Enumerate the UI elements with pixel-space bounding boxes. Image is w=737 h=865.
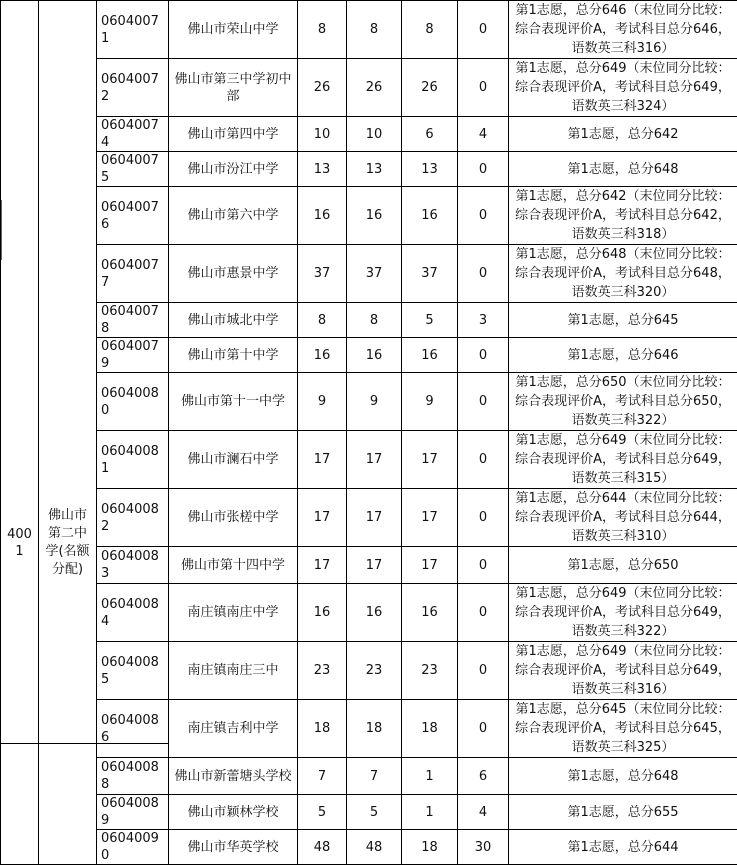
admitted-count-cell: 17: [402, 431, 458, 489]
quota-count-cell: 26: [347, 59, 402, 117]
quota-count-cell: 10: [347, 117, 402, 152]
plan-count-cell: 17: [298, 547, 347, 584]
admission-note-cell: 第1志愿，总分649（末位同分比较：综合表现评价A，考试科目总分649，语数英三科324）: [509, 59, 737, 117]
admission-note-cell: 第1志愿，总分648（末位同分比较：综合表现评价A，考试科目总分648，语数英三科320）: [509, 245, 737, 303]
admitted-count-cell: 17: [402, 489, 458, 547]
admitted-count-cell: 23: [402, 642, 458, 700]
remaining-count-cell: 0: [458, 547, 509, 584]
school-name-cell: 佛山市第十四中学: [169, 547, 298, 584]
table-row: [1, 187, 737, 245]
school-code-cell: 06040079: [97, 338, 169, 373]
remaining-count-cell: 0: [458, 431, 509, 489]
remaining-count-cell: 0: [458, 373, 509, 431]
quota-count-cell: 16: [347, 584, 402, 642]
quota-count-cell: 18: [347, 700, 402, 758]
admission-note-cell: 第1志愿，总分644: [509, 830, 737, 865]
remaining-count-cell: 4: [458, 795, 509, 830]
school-name-cell: 佛山市第三中学初中部: [169, 59, 298, 117]
school-code-cell: 06040084: [97, 584, 169, 642]
school-name-cell: 佛山市城北中学: [169, 303, 298, 338]
plan-count-cell: 16: [298, 187, 347, 245]
plan-count-cell: 23: [298, 642, 347, 700]
school-name-cell: 佛山市荣山中学: [169, 1, 298, 59]
school-name-cell: 佛山市华英学校: [169, 830, 298, 865]
quota-count-cell: 16: [347, 338, 402, 373]
admitted-count-cell: 26: [402, 59, 458, 117]
plan-count-cell: 26: [298, 59, 347, 117]
admitted-count-cell: 16: [402, 584, 458, 642]
table-row: [1, 245, 737, 303]
school-name-cell: 佛山市澜石中学: [169, 431, 298, 489]
admission-note-cell: 第1志愿，总分642（末位同分比较：综合表现评价A，考试科目总分642，语数英三科318）: [509, 187, 737, 245]
table-row: [1, 303, 737, 338]
plan-count-cell: 17: [298, 489, 347, 547]
school-code-cell: 06040086: [97, 700, 169, 758]
school-code-cell: 06040074: [97, 117, 169, 152]
school-name-cell: 佛山市第六中学: [169, 187, 298, 245]
admitted-count-cell: 18: [402, 830, 458, 865]
admission-note-cell: 第1志愿，总分650: [509, 547, 737, 584]
school-name-cell: 佛山市张槎中学: [169, 489, 298, 547]
quota-count-cell: 13: [347, 152, 402, 187]
plan-count-cell: 5: [298, 795, 347, 830]
school-code-cell: 06040089: [97, 795, 169, 830]
plan-count-cell: 37: [298, 245, 347, 303]
table-row: [1, 1, 737, 59]
quota-count-cell: 9: [347, 373, 402, 431]
table-row: [1, 547, 737, 584]
admitted-count-cell: 17: [402, 547, 458, 584]
plan-count-cell: 7: [298, 758, 347, 795]
school-name-cell: 佛山市第四中学: [169, 117, 298, 152]
school-name-cell: 南庄镇南庄中学: [169, 584, 298, 642]
remaining-count-cell: 0: [458, 700, 509, 758]
quota-count-cell: 8: [347, 303, 402, 338]
quota-count-cell: 17: [347, 489, 402, 547]
quota-count-cell: 17: [347, 547, 402, 584]
admitted-count-cell: 18: [402, 700, 458, 758]
admission-note-cell: 第1志愿，总分645: [509, 303, 737, 338]
school-name-cell: 佛山市新蕾塘头学校: [169, 758, 298, 795]
admission-note-cell: 第1志愿，总分649（末位同分比较：综合表现评价A，考试科目总分649，语数英三科322）: [509, 584, 737, 642]
table-row: [1, 584, 737, 642]
admission-note-cell: 第1志愿，总分655: [509, 795, 737, 830]
table-row: [1, 117, 737, 152]
remaining-count-cell: 0: [458, 187, 509, 245]
school-code-cell: 06040082: [97, 489, 169, 547]
remaining-count-cell: 0: [458, 489, 509, 547]
remaining-count-cell: 0: [458, 152, 509, 187]
plan-count-cell: 9: [298, 373, 347, 431]
quota-count-cell: 5: [347, 795, 402, 830]
table-row: [1, 758, 737, 795]
school-code-cell: 06040077: [97, 245, 169, 303]
school-code-cell: 06040080: [97, 373, 169, 431]
school-name-cell: 佛山市颖林学校: [169, 795, 298, 830]
table-row: [1, 338, 737, 373]
remaining-count-cell: 0: [458, 245, 509, 303]
school-name-cell: 佛山市第十中学: [169, 338, 298, 373]
remaining-count-cell: 3: [458, 303, 509, 338]
plan-count-cell: 17: [298, 431, 347, 489]
table-row: [1, 373, 737, 431]
group-name-cell: 佛山市第二中学(名额分配): [39, 1, 97, 865]
plan-count-cell: 16: [298, 338, 347, 373]
admission-note-cell: 第1志愿，总分648: [509, 152, 737, 187]
admitted-count-cell: 37: [402, 245, 458, 303]
school-name-cell: 佛山市惠景中学: [169, 245, 298, 303]
school-name-cell: 佛山市汾江中学: [169, 152, 298, 187]
admitted-count-cell: 5: [402, 303, 458, 338]
plan-count-cell: 13: [298, 152, 347, 187]
next-row-cutoff: [0, 743, 737, 748]
admitted-count-cell: 9: [402, 373, 458, 431]
table-row: [1, 152, 737, 187]
table-row: [1, 700, 737, 758]
school-code-cell: 06040078: [97, 303, 169, 338]
school-code-cell: 06040085: [97, 642, 169, 700]
remaining-count-cell: 0: [458, 642, 509, 700]
table-row: [1, 830, 737, 865]
plan-count-cell: 16: [298, 584, 347, 642]
table-body: [1, 1, 737, 865]
plan-count-cell: 18: [298, 700, 347, 758]
school-code-cell: 06040071: [97, 1, 169, 59]
admission-note-cell: 第1志愿，总分645（末位同分比较：综合表现评价A，考试科目总分645，语数英三科325）: [509, 700, 737, 758]
remaining-count-cell: 0: [458, 584, 509, 642]
table-row: [1, 59, 737, 117]
admitted-count-cell: 8: [402, 1, 458, 59]
plan-count-cell: 8: [298, 1, 347, 59]
admitted-count-cell: 6: [402, 117, 458, 152]
table-row: [1, 431, 737, 489]
table-row: [1, 489, 737, 547]
quota-count-cell: 7: [347, 758, 402, 795]
school-code-cell: 06040090: [97, 830, 169, 865]
school-code-cell: 06040072: [97, 59, 169, 117]
admission-note-cell: 第1志愿，总分648: [509, 758, 737, 795]
admitted-count-cell: 16: [402, 338, 458, 373]
admission-note-cell: 第1志愿，总分642: [509, 117, 737, 152]
quota-count-cell: 48: [347, 830, 402, 865]
quota-count-cell: 8: [347, 1, 402, 59]
quota-count-cell: 37: [347, 245, 402, 303]
quota-count-cell: 23: [347, 642, 402, 700]
admitted-count-cell: 13: [402, 152, 458, 187]
school-name-cell: 南庄镇南庄三中: [169, 642, 298, 700]
group-code-cell: 4001: [1, 1, 39, 865]
plan-count-cell: 8: [298, 303, 347, 338]
admission-note-cell: 第1志愿，总分646: [509, 338, 737, 373]
quota-count-cell: 17: [347, 431, 402, 489]
school-code-cell: 06040083: [97, 547, 169, 584]
admitted-count-cell: 16: [402, 187, 458, 245]
school-name-cell: 南庄镇吉利中学: [169, 700, 298, 758]
table-row: [1, 795, 737, 830]
school-code-cell: 06040076: [97, 187, 169, 245]
admitted-count-cell: 1: [402, 795, 458, 830]
remaining-count-cell: 30: [458, 830, 509, 865]
remaining-count-cell: 0: [458, 1, 509, 59]
school-code-cell: 06040075: [97, 152, 169, 187]
school-code-cell: 06040088: [97, 758, 169, 795]
school-code-cell: 06040081: [97, 431, 169, 489]
admitted-count-cell: 1: [402, 758, 458, 795]
admission-note-cell: 第1志愿，总分649（末位同分比较：综合表现评价A，考试科目总分649，语数英三科316）: [509, 642, 737, 700]
quota-count-cell: 16: [347, 187, 402, 245]
plan-count-cell: 48: [298, 830, 347, 865]
remaining-count-cell: 6: [458, 758, 509, 795]
remaining-count-cell: 0: [458, 338, 509, 373]
plan-count-cell: 10: [298, 117, 347, 152]
admission-note-cell: 第1志愿，总分644（末位同分比较：综合表现评价A，考试科目总分644，语数英三科310）: [509, 489, 737, 547]
admission-note-cell: 第1志愿，总分650（末位同分比较：综合表现评价A，考试科目总分650，语数英三科322）: [509, 373, 737, 431]
school-name-cell: 佛山市第十一中学: [169, 373, 298, 431]
remaining-count-cell: 0: [458, 59, 509, 117]
remaining-count-cell: 4: [458, 117, 509, 152]
admission-note-cell: 第1志愿，总分646（末位同分比较：综合表现评价A，考试科目总分646，语数英三科316）: [509, 1, 737, 59]
admission-note-cell: 第1志愿，总分649（末位同分比较：综合表现评价A，考试科目总分649，语数英三科315）: [509, 431, 737, 489]
table-row: [1, 642, 737, 700]
